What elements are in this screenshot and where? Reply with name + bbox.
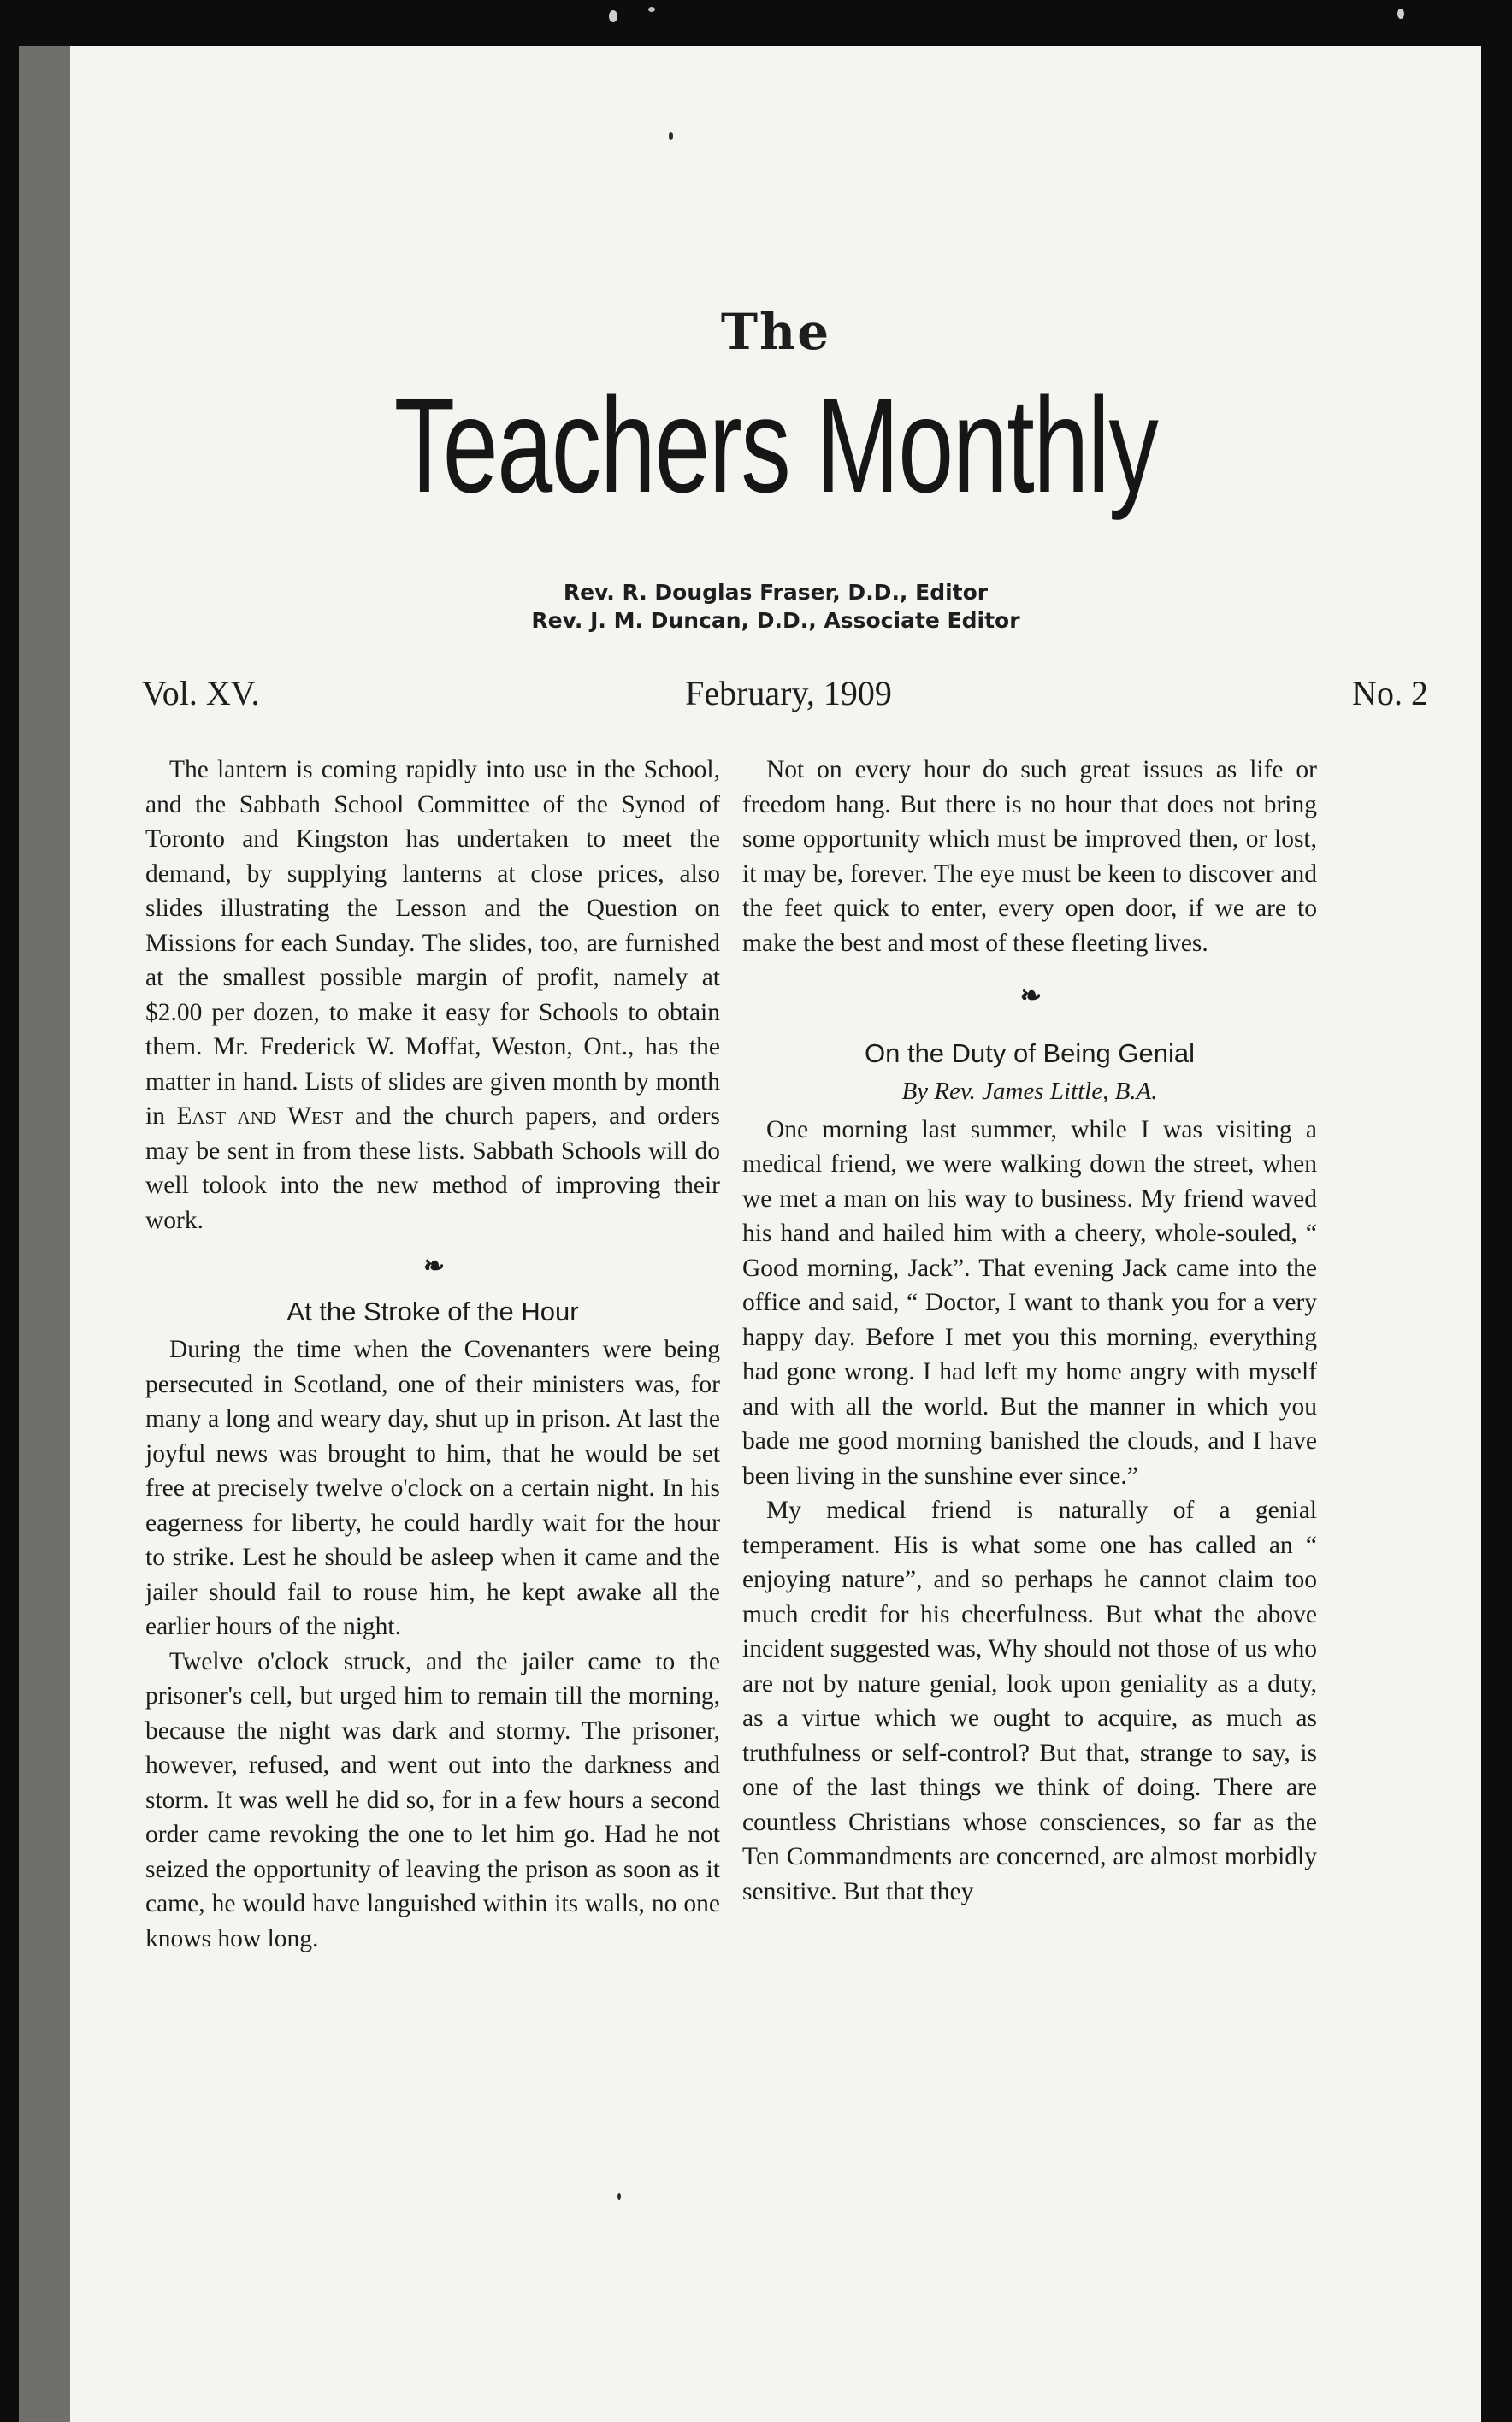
article-paragraph: Not on every hour do such great issues as life or freedom hang. But there is no hour that does not bring some opportunity which must be improved then, or lost, it may be, forever. The eye must be keen to discover and the feet quick to enter, every open door, if we are to make the best and most of these fleeting lives. <box>742 756 1317 957</box>
article-paragraph: During the time when the Covenanters were being persecuted in Scotland, one of their ministers was, for many a long and weary day, shut up in prison. At last the joyful news was brought to him, that he would be set free at precisely twelve o'clock on a certain night. In his eagerness for liberty, he could hardly wait for the hour to strike. Lest he should be asleep when it came and the jailer should fail to rouse him, he kept awake all the earlier hours of the night. <box>145 1336 720 1640</box>
left-column <box>145 753 720 1956</box>
ornament-divider: ❧ <box>422 1252 443 1280</box>
dust-speck <box>669 132 673 140</box>
article-paragraph: Twelve o'clock struck, and the jailer came to the prisoner's cell, but urged him to remain till the morning, because the night was dark and stormy. The prisoner, however, refused, and went out into the darkness and storm. It was well he did so, for in a few hours a second order came revoking the one to let him go. Had he not seized the opportunity of leaving the prison as soon as it came, he would have languished within its walls, no one knows how long. <box>145 1647 720 1952</box>
associate-editor-line: Rev. J. M. Duncan, D.D., Associate Editor <box>531 608 1020 633</box>
masthead-the: The <box>720 303 831 361</box>
issue-number: No. 2 <box>1352 674 1428 712</box>
article-heading-duty-genial: On the Duty of Being Genial <box>864 1037 1195 1068</box>
film-speck <box>1397 9 1404 19</box>
article-paragraph: My medical friend is naturally of a genial temperament. His is what some one has called an “ enjoying nature”, and so perhaps he cannot claim too much credit for his cheerfulness. But what the above incident suggested was, Why should not those of us who are not by nature genial, look upon geniality as a duty, as a virtue which we ought to acquire, as much as truthfulness or self-control? But that, strange to say, is one of the last things we think of doing. There are countless Christians whose consciences, so far as the Ten Commandments are concerned, are almost morbidly sensitive. But that they <box>742 1497 1317 1905</box>
right-column <box>742 753 1317 1909</box>
issue-date: February, 1909 <box>685 674 892 712</box>
article-heading-stroke-of-hour: At the Stroke of the Hour <box>286 1296 579 1326</box>
editors-block <box>70 578 1481 635</box>
lantern-paragraph: The lantern is coming rapidly into use in the School, and the Sabbath School Committee of the Synod of Toronto and Kingston has undertaken to meet the demand, by supplying lanterns at close prices, also slides illustrating the Lesson and the Question on Missions for each Sunday. The slides, too, are furnished at the smallest possible margin of profit, namely at $2.00 per dozen, to make it easy for Schools to obtain them. Mr. Frederick W. Moffat, Weston, Ont., has the matter in hand. Lists of slides are given month by month in East and West and the church papers, and orders may be sent in from these lists. Sabbath Schools will do well tolook into the new method of improving their work. <box>145 756 721 1234</box>
editor-line: Rev. R. Douglas Fraser, D.D., Editor <box>563 580 989 605</box>
article-paragraph: One morning last summer, while I was visiting a medical friend, we were walking down the street, when we met a man on his way to business. My friend waved his hand and hailed him with a cheery, whole-souled, “ Good morning, Jack”. That evening Jack came into the office and said, “ Doctor, I want to thank you for a very happy day. Before I met you this morning, everything had gone wrong. I had left my home angry with myself and with all the world. But the manner in which you bade me good morning banished the clouds, and I have been living in the sunshine ever since.” <box>742 1115 1317 1490</box>
east-and-west-title: East and West <box>176 1102 344 1130</box>
dust-speck <box>617 2193 621 2200</box>
document-page <box>19 46 1481 2422</box>
ornament-divider: ❧ <box>1019 982 1040 1010</box>
film-speck <box>609 10 617 22</box>
film-speck <box>648 7 655 12</box>
masthead-title: Teachers Monthly <box>393 370 1158 521</box>
article-byline: By Rev. James Little, B.A. <box>901 1078 1158 1105</box>
volume-label: Vol. XV. <box>142 674 260 712</box>
